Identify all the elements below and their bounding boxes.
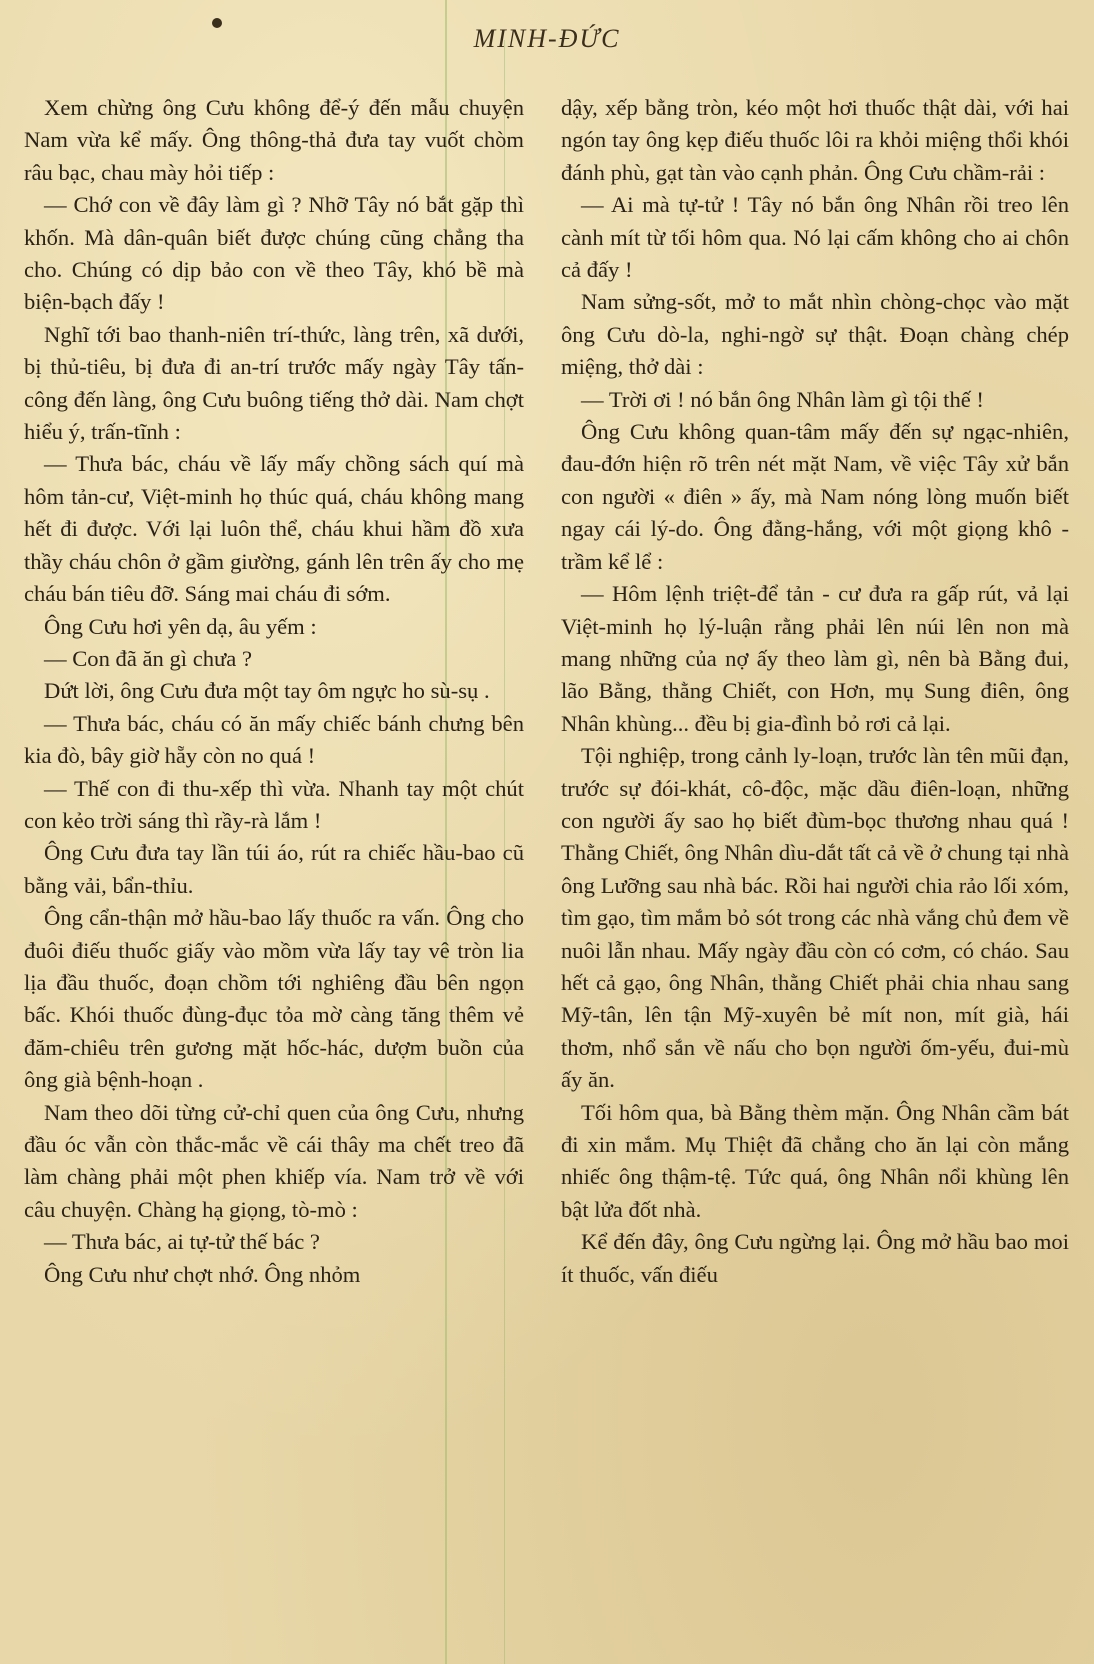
- text-column-right: [561, 92, 1069, 1291]
- paragraph: — Ai mà tự-tử ! Tây nó bắn ông Nhân rồi treo lên cành mít từ tối hôm qua. Nó lại cấm không cho ai chôn cả đấy !: [561, 192, 1069, 283]
- paragraph: Nam sửng-sốt, mở to mắt nhìn chòng-chọc vào mặt ông Cưu dò-la, nghi-ngờ sự thật. Đoạn chàng chép miệng, thở dài :: [561, 289, 1069, 380]
- text-column-left: [24, 92, 524, 1291]
- paragraph: dậy, xếp bằng tròn, kéo một hơi thuốc thật dài, với hai ngón tay ông kẹp điếu thuốc lôi ra khỏi miệng thổi khói đánh phù, gạt tàn vào cạnh phản. Ông Cưu chầm-rải :: [561, 95, 1069, 185]
- paragraph: Xem chừng ông Cưu không để-ý đến mẫu chuyện Nam vừa kể mấy. Ông thông-thả đưa tay vuốt chòm râu bạc, chau mày hỏi tiếp :: [24, 95, 524, 185]
- paragraph: Dứt lời, ông Cưu đưa một tay ôm ngực ho sù-sụ .: [44, 678, 490, 704]
- paragraph: Kể đến đây, ông Cưu ngừng lại. Ông mở hầu bao moi ít thuốc, vấn điếu: [561, 1229, 1069, 1287]
- paragraph: Tối hôm qua, bà Bằng thèm mặn. Ông Nhân cầm bát đi xin mắm. Mụ Thiệt đã chẳng cho ăn lại còn mắng nhiếc ông thậm-tệ. Tức quá, ông Nhân nổi khùng lên bật lửa đốt nhà.: [561, 1099, 1069, 1222]
- paragraph: Ông Cưu đưa tay lần túi áo, rút ra chiếc hầu-bao cũ bằng vải, bẩn-thỉu.: [24, 840, 524, 898]
- paragraph: Tội nghiệp, trong cảnh ly-loạn, trước làn tên mũi đạn, trước sự đói-khát, cô-độc, mặc dầu điên-loạn, những con người ấy sao họ biết đùm-bọc thương nhau quá ! Thằng Chiết, ông Nhân dìu-dắt tất cả về ở chung tại nhà ông Lưỡng sau nhà bác. Rồi hai người chia rảo lối xóm, tìm gạo, tìm mắm bỏ sót trong các nhà vắng chủ đem về nuôi lẫn nhau. Mấy ngày đầu còn có cơm, có cháo. Sau hết cả gạo, ông Nhân, thằng Chiết phải chia nhau sang Mỹ-tân, lên tận Mỹ-xuyên bẻ mít non, mít già, hái thơm, nhổ sắn về nấu cho bọn người ốm-yếu, đui-mù ấy ăn.: [561, 743, 1069, 1093]
- paragraph: Ông Cưu không quan-tâm mấy đến sự ngạc-nhiên, đau-đớn hiện rõ trên nét mặt Nam, về việc Tây xử bắn con người « điên » ấy, mà Nam nóng lòng muốn biết ngay cái lý-do. Ông đằng-hắng, với một giọng khô - trầm kể lể :: [561, 419, 1069, 574]
- paragraph: — Con đã ăn gì chưa ?: [44, 645, 252, 671]
- paragraph: — Thế con đi thu-xếp thì vừa. Nhanh tay một chút con kẻo trời sáng thì rầy-rà lắm !: [24, 775, 524, 833]
- paragraph: Nam theo dõi từng cử-chỉ quen của ông Cưu, nhưng đầu óc vẫn còn thắc-mắc về cái thây ma chết treo đã làm chàng phải một phen khiếp vía. Nam trở về với câu chuyện. Chàng hạ giọng, tò-mò :: [24, 1099, 524, 1222]
- paragraph: Ông Cưu hơi yên dạ, âu yếm :: [44, 613, 317, 639]
- paragraph: — Chớ con về đây làm gì ? Nhỡ Tây nó bắt gặp thì khốn. Mà dân-quân biết được chúng cũng chẳng tha cho. Chúng có dịp bảo con về theo Tây, khó bề mà biện-bạch đấy !: [24, 192, 524, 315]
- paragraph: Ông cẩn-thận mở hầu-bao lấy thuốc ra vấn. Ông cho đuôi điếu thuốc giấy vào mồm vừa lấy tay vê tròn lia lịa đầu thuốc, đoạn chồm tới nghiêng đầu bên ngọn bấc. Khói thuốc đùng-đục tỏa mờ càng tăng thêm vẻ đăm-chiêu trên gương mặt hốc-hác, dượm buồn của ông già bệnh-hoạn .: [24, 905, 524, 1093]
- paragraph: — Thưa bác, ai tự-tử thế bác ?: [44, 1229, 320, 1255]
- paragraph: — Hôm lệnh triệt-để tản - cư đưa ra gấp rút, vả lại Việt-minh họ lý-luận rằng phải lên núi lên non mà mang những của nợ ấy theo làm gì, nên bà Bằng đui, lão Bằng, thằng Chiết, con Hơn, mụ Sung điên, ông Nhân khùng... đều bị gia-đình bỏ rơi cả lại.: [561, 581, 1069, 736]
- paragraph: — Thưa bác, cháu về lấy mấy chồng sách quí mà hôm tản-cư, Việt-minh họ thúc quá, cháu không mang hết đi được. Với lại luôn thể, cháu khui hầm đồ xưa thầy cháu chôn ở gầm giường, gánh lên trên ấy cho mẹ cháu bán tiêu đỡ. Sáng mai cháu đi sớm.: [24, 451, 524, 607]
- page-header-title: MINH-ĐỨC: [473, 24, 621, 53]
- paragraph: — Trời ơi ! nó bắn ông Nhân làm gì tội thế !: [581, 386, 984, 412]
- paragraph: Ông Cưu như chợt nhớ. Ông nhỏm: [44, 1261, 361, 1287]
- paragraph: Nghĩ tới bao thanh-niên trí-thức, làng trên, xã dưới, bị thủ-tiêu, bị đưa đi an-trí trước mấy ngày Tây tấn-công đến làng, ông Cưu buông tiếng thở dài. Nam chợt hiểu ý, trấn-tĩnh :: [24, 321, 524, 445]
- paragraph: — Thưa bác, cháu có ăn mấy chiếc bánh chưng bên kia đò, bây giờ hẵy còn no quá !: [24, 710, 524, 769]
